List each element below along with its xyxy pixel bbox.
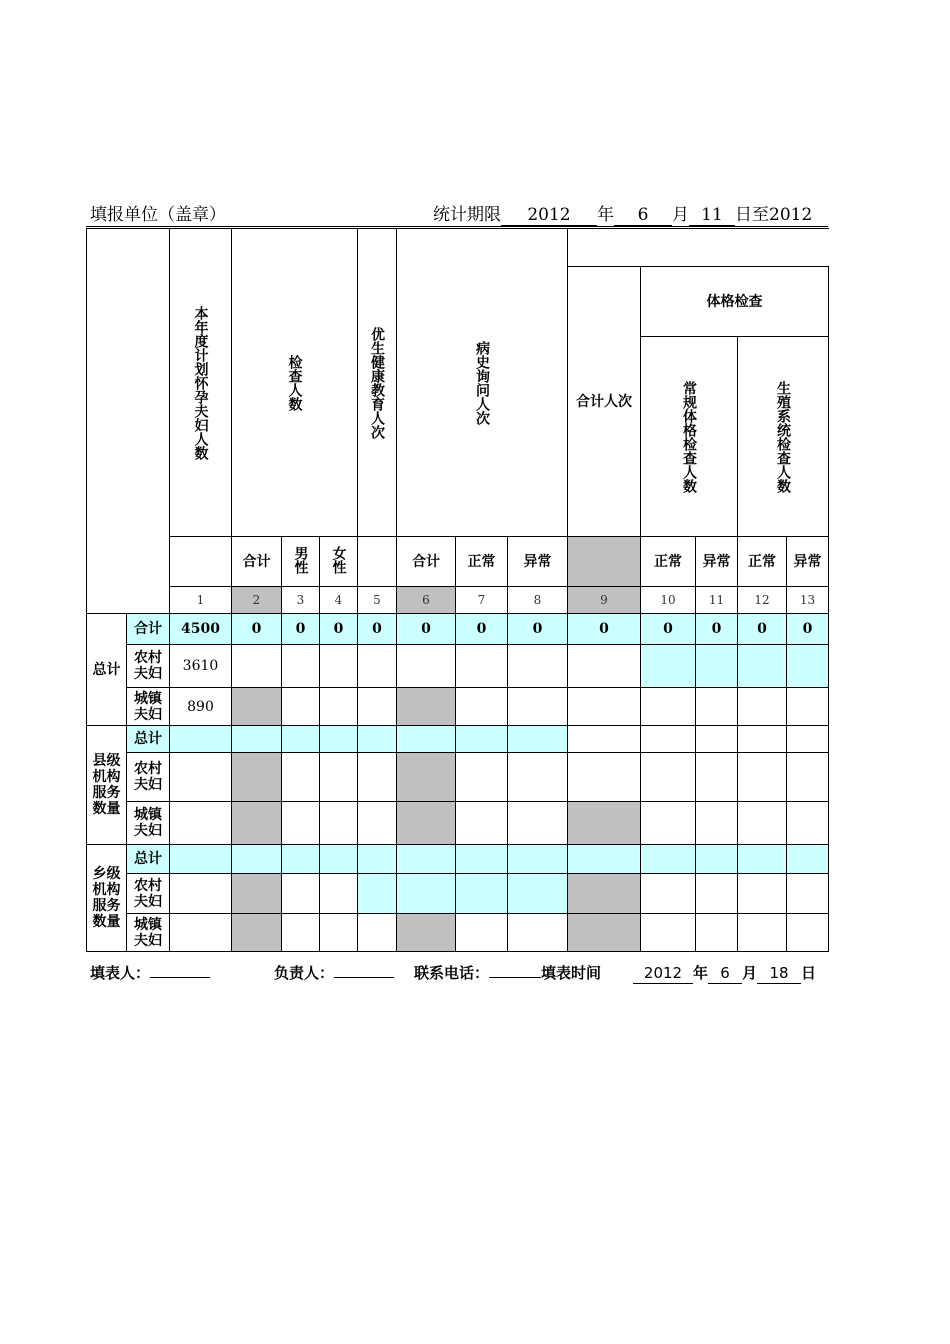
total-c2: 0 [232,614,282,645]
sub-total-6: 合计 [397,537,456,587]
township-subtotal-label: 总计 [127,845,170,874]
period-day: 11 [689,205,735,226]
table-cell [320,688,358,726]
col-physical-exam: 体格检查 [641,267,829,337]
county-rural-label: 农村夫妇 [127,753,170,802]
table-cell [170,726,232,753]
table-cell [508,845,568,874]
table-cell [170,802,232,845]
total-c8: 0 [508,614,568,645]
total-c12: 0 [738,614,787,645]
footer-month: 6 [708,963,742,984]
top-blank [568,229,829,267]
table-cell [397,753,456,802]
footer-date: 2012 年 6 月 18 日 [633,962,816,984]
table-cell [456,753,508,802]
county-urban-label: 城镇夫妇 [127,802,170,845]
table-cell [508,645,568,688]
sub-blank-1 [170,537,232,587]
table-cell [358,753,397,802]
period-year-label: 年 [597,205,614,225]
col-num-12: 12 [738,587,787,614]
col-num-2: 2 [232,587,282,614]
table-cell [787,802,829,845]
table-cell [232,726,282,753]
col-num-9: 9 [568,587,641,614]
table-cell [738,802,787,845]
table-cell [787,726,829,753]
footer-phone: 联系电话： 填表时间 [414,964,602,982]
table-cell [232,914,282,952]
table-cell [397,914,456,952]
table-cell [787,845,829,874]
col-num-10: 10 [641,587,696,614]
col-health-education: 优生健康教育人次 [358,229,397,537]
table-cell [568,914,641,952]
table-cell [282,845,320,874]
table-cell [696,688,738,726]
total-c10: 0 [641,614,696,645]
total-c5: 0 [358,614,397,645]
table-cell [696,874,738,914]
total-c1: 4500 [170,614,232,645]
sub-male: 男性 [282,537,320,587]
sub-abnormal-13: 异常 [787,537,829,587]
row-sum-label: 合计 [127,614,170,645]
table-cell [282,914,320,952]
footer-filler: 填表人： [90,962,210,983]
table-cell [696,726,738,753]
table-cell [508,726,568,753]
table-cell [568,753,641,802]
table-cell [641,753,696,802]
table-cell [358,914,397,952]
col-num-1: 1 [170,587,232,614]
table-cell [738,726,787,753]
table-cell [320,726,358,753]
col-num-4: 4 [320,587,358,614]
table-cell [358,874,397,914]
sub-total-2: 合计 [232,537,282,587]
table-cell [696,914,738,952]
table-cell [696,645,738,688]
table-cell [568,845,641,874]
table-cell [641,914,696,952]
group-township: 乡级机构服务数量 [87,845,127,952]
col-num-11: 11 [696,587,738,614]
table-cell [358,802,397,845]
table-cell [508,753,568,802]
table-cell [397,845,456,874]
table-cell [787,914,829,952]
table-cell [568,726,641,753]
period-line [433,200,812,226]
table-cell [320,645,358,688]
table-cell [320,802,358,845]
footer-responsible: 负责人： [274,962,394,983]
table-cell [282,753,320,802]
table-cell [456,914,508,952]
footer-year: 2012 [633,963,693,984]
row-urban-label: 城镇夫妇 [127,688,170,726]
township-urban-label: 城镇夫妇 [127,914,170,952]
sub-normal-12: 正常 [738,537,787,587]
township-rural-label: 农村夫妇 [127,874,170,914]
col-num-5: 5 [358,587,397,614]
table-cell [738,645,787,688]
table-cell [397,726,456,753]
table-cell [320,753,358,802]
table-cell [508,874,568,914]
col-planned-couples: 本年度计划怀孕夫妇人数 [170,229,232,537]
table-cell [508,688,568,726]
period-month: 6 [614,205,672,226]
footer-day: 18 [757,963,801,984]
period-day-to: 日至2012 [735,205,813,225]
period-label: 统计期限 [433,205,501,225]
table-cell [232,802,282,845]
table-cell [738,914,787,952]
table-cell [456,874,508,914]
sub-abnormal-11: 异常 [696,537,738,587]
table-cell [568,802,641,845]
rural-c1: 3610 [170,645,232,688]
table-cell [232,688,282,726]
col-routine-exam: 常规体格检查人数 [641,337,738,537]
table-cell [456,802,508,845]
table-cell [456,845,508,874]
sub-normal-7: 正常 [456,537,508,587]
table-cell [282,688,320,726]
total-c4: 0 [320,614,358,645]
unit-label: 填报单位（盖章） [90,205,226,225]
table-cell [397,645,456,688]
table-cell [641,726,696,753]
table-cell [358,845,397,874]
table-cell [170,914,232,952]
table-cell [738,753,787,802]
table-cell [397,874,456,914]
table-cell [641,688,696,726]
table-cell [738,874,787,914]
group-county: 县级机构服务数量 [87,726,127,845]
table-cell [232,874,282,914]
table-cell [320,874,358,914]
table-cell [170,874,232,914]
table-cell [508,802,568,845]
table-cell [787,874,829,914]
col-num-8: 8 [508,587,568,614]
table-cell [568,688,641,726]
table-cell [232,645,282,688]
table-cell [397,802,456,845]
table-cell [787,753,829,802]
sub-gray-9 [568,537,641,587]
table-cell [456,645,508,688]
col-num-3: 3 [282,587,320,614]
table-cell [358,645,397,688]
table-cell [696,845,738,874]
table-cell [358,688,397,726]
table-cell [568,874,641,914]
table-cell [738,688,787,726]
table-cell [232,753,282,802]
sub-normal-10: 正常 [641,537,696,587]
table-cell [641,874,696,914]
table-cell [641,845,696,874]
col-total-times: 合计人次 [568,267,641,537]
table-cell [456,688,508,726]
period-year: 2012 [501,205,597,226]
table-cell [787,645,829,688]
table-cell [358,726,397,753]
table-cell [568,645,641,688]
table-cell [641,802,696,845]
corner-cell [87,229,170,614]
sub-blank-5 [358,537,397,587]
urban-c1: 890 [170,688,232,726]
table-cell [320,845,358,874]
table-cell [456,726,508,753]
table-cell [170,845,232,874]
table-cell [787,688,829,726]
table-cell [508,914,568,952]
col-num-7: 7 [456,587,508,614]
total-c7: 0 [456,614,508,645]
table-cell [397,688,456,726]
row-rural-label: 农村夫妇 [127,645,170,688]
col-num-6: 6 [397,587,456,614]
sub-female: 女性 [320,537,358,587]
total-c11: 0 [696,614,738,645]
period-month-label: 月 [672,205,689,225]
table-cell [320,914,358,952]
header-rule [86,226,828,227]
county-subtotal-label: 总计 [127,726,170,753]
table-cell [282,802,320,845]
table-cell [696,802,738,845]
sub-abnormal-8: 异常 [508,537,568,587]
group-total: 总计 [87,614,127,726]
table-cell [170,753,232,802]
table-cell [282,726,320,753]
table-cell [282,874,320,914]
total-c13: 0 [787,614,829,645]
total-c9: 0 [568,614,641,645]
table-cell [641,645,696,688]
col-history-inquiry: 病史询问人次 [397,229,568,537]
table-cell [232,845,282,874]
col-reproductive-exam: 生殖系统检查人数 [738,337,829,537]
table-cell [696,753,738,802]
total-c3: 0 [282,614,320,645]
col-num-13: 13 [787,587,829,614]
report-table [86,228,829,952]
table-cell [738,845,787,874]
total-c6: 0 [397,614,456,645]
col-checked-count: 检查人数 [232,229,358,537]
table-cell [282,645,320,688]
